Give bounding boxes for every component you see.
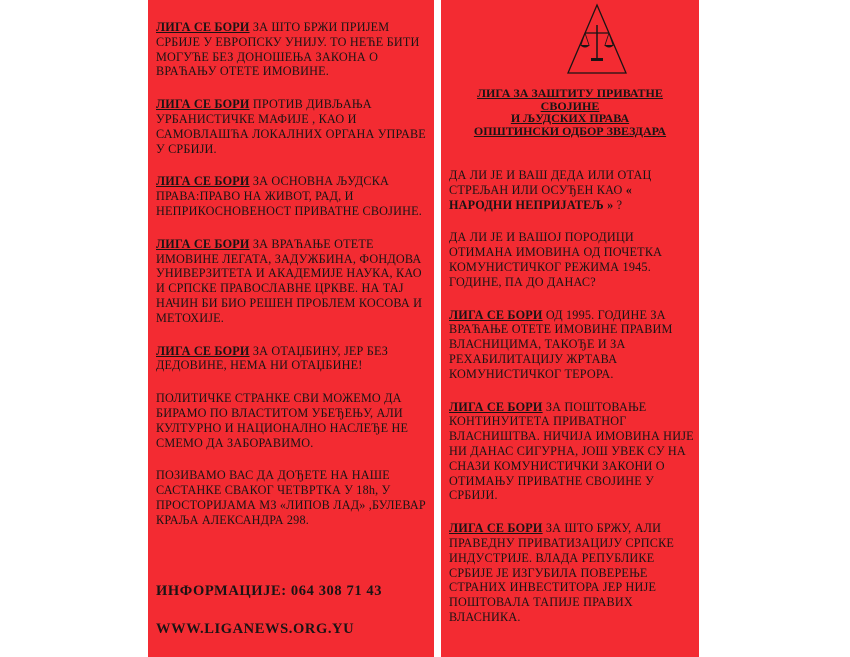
right-body: [449, 168, 694, 643]
question-1: ДА ЛИ ЈЕ И ВАШ ДЕДА ИЛИ ОТАЦ СТРЕЉАН ИЛИ ОСУЂЕН КАО « НАРОДНИ НЕПРИЈАТЕЉ » ?: [449, 168, 652, 212]
left-paragraph-6: ПОЛИТИЧКЕ СТРАНКЕ СВИ МОЖЕМО ДА БИРАМО ПО ВЛАСТИТОМ УБЕЂЕЊУ, АЛИ КУЛТУРНО И НАЦИОНАЛНО НАСЛЕЂЕ НЕ СМЕМО ДА ЗАБОРАВИМО.: [156, 391, 409, 450]
left-paragraph-2: ЛИГА СЕ БОРИ ПРОТИВ ДИВЉАЊА УРБАНИСТИЧКЕ МАФИЈЕ , КАО И САМОВЛАШЋА ЛОКАЛНИХ ОРГАНА УПРАВЕ У СРБИЈИ.: [156, 97, 426, 156]
organization-title: ЛИГА ЗА ЗАШТИТУ ПРИВАТНЕ СВОЈИНЕ И ЉУДСКИХ ПРАВА ОПШТИНСКИ ОДБОР ЗВЕЗДАРА: [473, 86, 667, 138]
left-paragraph-1: ЛИГА СЕ БОРИ ЗА ШТО БРЖИ ПРИЈЕМ СРБИЈЕ У ЕВРОПСКУ УНИЈУ. ТО НЕЋЕ БИТИ МОГУЋЕ БЕЗ ДОНОШЕЊА ЗАКОНА О ВРАЋАЊУ ОТЕТЕ ИМОВИНЕ.: [156, 20, 420, 79]
scales-of-justice-icon: [566, 3, 628, 75]
right-paragraph-3: ЛИГА СЕ БОРИ ЗА ШТО БРЖУ, АЛИ ПРАВЕДНУ ПРИВАТИЗАЦИЈУ СРПСКЕ ИНДУСТРИЈЕ. ВЛАДА РЕПУБЛИКЕ СРБИЈЕ ЈЕ ИЗГУБИЛА ПОВЕРЕЊЕ СТРАНИХ ИНВЕСТИТОРА ЈЕР НИЈЕ ПОШТОВАЛА ТАПИЈЕ ПРАВИХ ВЛАСНИКА.: [449, 521, 675, 624]
left-paragraph-5: ЛИГА СЕ БОРИ ЗА ОТАЏБИНУ, ЈЕР БЕЗ ДЕДОВИНЕ, НЕМА НИ ОТАЏБИНЕ!: [156, 343, 389, 373]
right-paragraph-1: ЛИГА СЕ БОРИ ОД 1995. ГОДИНЕ ЗА ВРАЋАЊЕ ОТЕТЕ ИМОВИНЕ ПРАВИМ ВЛАСНИЦИМА, ТАКОЂЕ И ЗА РЕХАБИЛИТАЦИЈУ ЖРТАВА КОМУНИСТИЧКОГ ТЕРОРА.: [449, 307, 673, 381]
right-flyer-panel: [441, 0, 699, 657]
question-2: ДА ЛИ ЈЕ И ВАШОЈ ПОРОДИЦИ ОТИМАНА ИМОВИНА ОД ПОЧЕТКА КОМУНИСТИЧКОГ РЕЖИМА 1945. ГОДИНЕ, ПА ДО ДАНАС?: [449, 230, 663, 289]
info-phone: ИНФОРМАЦИЈЕ: 064 308 71 43: [156, 583, 383, 599]
left-paragraph-3: ЛИГА СЕ БОРИ ЗА ОСНОВНА ЉУДСКА ПРАВА:ПРАВО НА ЖИВОТ, РАД, И НЕПРИКОСНОВЕНОСТ ПРИВАТНЕ СВОЈИНЕ.: [156, 174, 422, 218]
left-paragraph-7: ПОЗИВАМО ВАС ДА ДОЂЕТЕ НА НАШЕ САСТАНКЕ СВАКОГ ЧЕТВРТКА У 18h, У ПРОСТОРИЈАМА МЗ «ЛИПОВ ЛАД» ,БУЛЕВАР КРАЉА АЛЕКСАНДРА 298.: [156, 468, 426, 527]
website-link: WWW.LIGANEWS.ORG.YU: [156, 621, 355, 637]
left-flyer-panel: [148, 0, 434, 657]
right-paragraph-2: ЛИГА СЕ БОРИ ЗА ПОШТОВАЊЕ КОНТИНУИТЕТА ПРИВАТНОГ ВЛАСНИШТВА. НИЧИЈА ИМОВИНА НИЈЕ НИ ДАНАС СИГУРНА, ЈОШ УВЕК СУ НА СНАЗИ КОМУНИСТИЧКИ ЗАКОНИ О ОТИМАЊУ ПРИВАТНЕ СВОЈИНЕ У СРБИЈИ.: [449, 399, 694, 503]
left-paragraph-4: ЛИГА СЕ БОРИ ЗА ВРАЋАЊЕ ОТЕТЕ ИМОВИНЕ ЛЕГАТА, ЗАДУЖБИНА, ФОНДОВА УНИВЕРЗИТЕТА И АКАДЕМИЈЕ НАУКА, КАО И СРПСКЕ ПРАВОСЛАВНЕ ЦРКВЕ. НА ТАЈ НАЧИН БИ БИО РЕШЕН ПРОБЛЕМ КОСОВА И МЕТОХИЈЕ.: [156, 236, 423, 325]
